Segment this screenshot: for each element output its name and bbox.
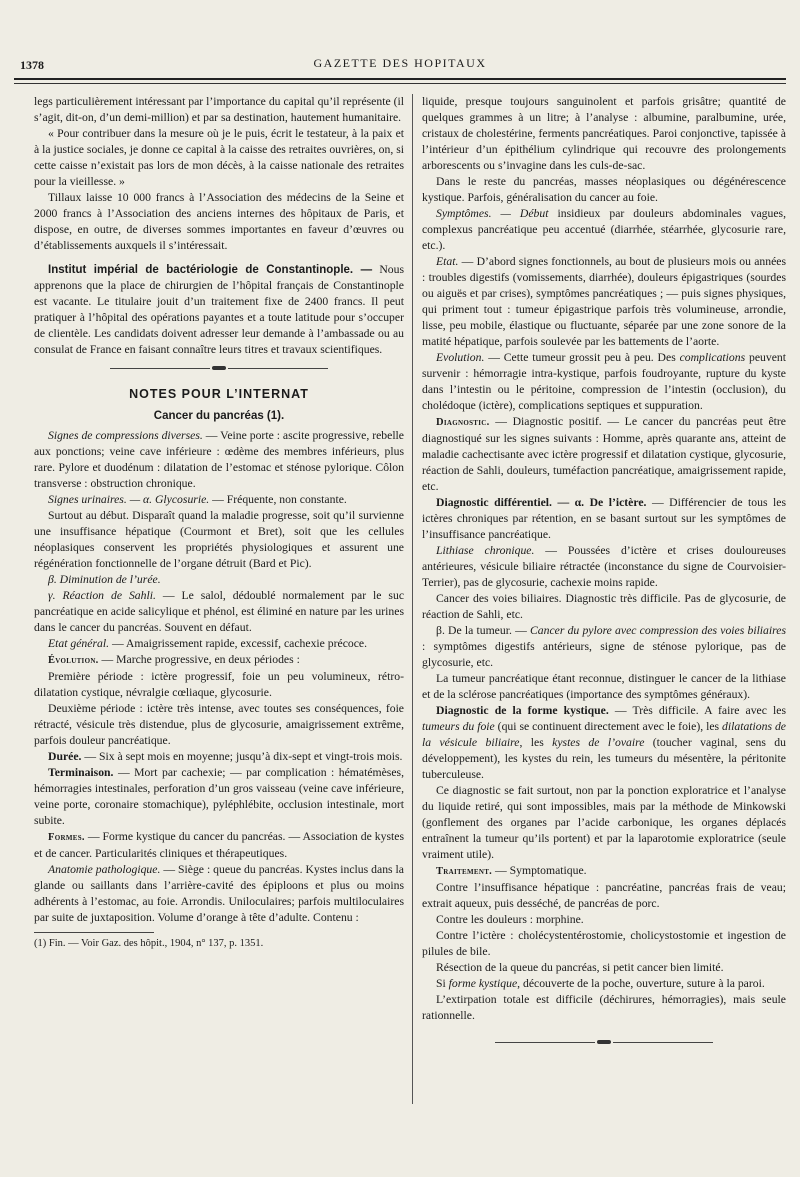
label: Signes urinaires. — α. Glycosurie. [48, 493, 210, 506]
paragraph [422, 350, 786, 414]
text: peuvent survenir : hémorragie intra-kystique, parfois foudroyante, rupture du kyste dans l’intestin ou le péritoine, compression de l’intestin (occlusion), du cholédoque (ictère), complications septiques et suppuration. [422, 351, 786, 412]
paragraph [34, 428, 404, 492]
text: — Amaigrissement rapide, excessif, cachexie précoce. [109, 637, 368, 650]
text: — Forme kystique du cancer du pancréas. — Association de kystes et de cancer. Particularités cliniques et thérapeutiques. [34, 830, 404, 860]
paragraph [422, 976, 786, 992]
journal-title: GAZETTE DES HOPITAUX [313, 56, 487, 70]
text: — Le salol, dédoublé normalement par le suc pancréatique en acide salicylique et phénol, est éliminé en nature par les urines dans le cancer du pancréas. Souvent en défaut. [34, 589, 405, 634]
ornament-divider [422, 1034, 786, 1050]
label: β. De la tumeur. [436, 624, 512, 637]
text: (toucher vaginal, sens du développement), les kystes du rein, les tumeurs du mésentère, la péritonite tuberculeuse. [422, 736, 786, 781]
label: Signes de compressions diverses. [48, 429, 203, 442]
paragraph: « Pour contribuer dans la mesure où je le puis, écrit le testateur, à la paix et à la justice sociales, je donne ce capital à la caisse des retraites ouvrières, on, si cette caisse n’existait pas lors de mon décès, à la caisse nationale des retraites pour la vieillesse. » [34, 127, 404, 188]
text: kystes de l’ovaire [552, 736, 645, 749]
news-heading: Institut impérial de bactériologie de Constantinople. — [48, 264, 373, 276]
paragraph [34, 572, 404, 588]
text: — Veine porte : ascite progressive, rebelle aux ponctions; veine cave inférieure : œdème des membres inférieurs, plus rare. Pylore et duodénum : dilatation de l’estomac et sténose pylorique. Côlon transverse : obstruction chronique. [34, 429, 404, 490]
text: — D’abord signes fonctionnels, au bout de plusieurs mois ou années : troubles digestifs (vomissements, diarrhée), douleurs épigastriques (sourdes ou aiguës et par crises), symptômes pancréatiques ; — puis signes physiques, qui priment tout : tumeur épigastrique parfois très volumineuse, arrondie, lisse, peu mobile, élastique ou fluctuante, séparée par une zone sonore de la matité hépatique, parfois soulevée par les battements de l’aorte. [422, 255, 786, 348]
paragraph [422, 495, 786, 543]
paragraph: Ce diagnostic se fait surtout, non par la ponction exploratrice et l’analyse du liquide retiré, qui sont impossibles, mais par la méthode de Minkowski (gonflement des organes par l’acide carbonique, les organes déplacés entraînent la tumeur qu’ils portent) et par la laparotomie exploratrice (seule vraiment utile). [422, 784, 786, 861]
news-body: Nous apprenons que la place de chirurgien de l’hôpital français de Constantinople est vacante. Le titulaire jouit d’un traitement fixe de 2400 francs. Il peut pratiquer à l’hôpital des opérations payantes et a toute latitude pour s’occuper de clientèle. Les candidats doivent adresser leur demande à l’ambassade ou au consulat de France en faisant connaître leurs titres et travaux scientifiques. [34, 263, 404, 356]
label: Traitement. [436, 866, 493, 877]
text: , découverte de la poche, ouverture, suture à la paroi. [517, 977, 765, 990]
text: — [511, 624, 530, 637]
label: Evolution. [436, 351, 485, 364]
paragraph: L’extirpation totale est difficile (déchirures, hémorragies), mais seule rationnelle. [422, 993, 786, 1022]
article-title: Cancer du pancréas (1). [153, 410, 285, 422]
label: Etat. [436, 255, 459, 268]
text: , les [519, 736, 553, 749]
header-rule-thick [14, 78, 786, 80]
text: — Très difficile. A faire avec les [608, 704, 786, 717]
footnote: (1) Fin. — Voir Gaz. des hôpit., 1904, n° 137, p. 1351. [34, 938, 264, 949]
paragraph: La tumeur pancréatique étant reconnue, distinguer le cancer de la lithiase et de la sclérose pancréatiques (importance des symptômes généraux). [422, 672, 786, 701]
label: Terminaison. [48, 766, 114, 779]
paragraph: Première période : ictère progressif, foie un peu volumineux, rétro-dilatation cystique, névralgie cœliaque, glycosurie. [34, 670, 404, 699]
text: tumeurs du foie [422, 720, 495, 733]
paragraph [34, 652, 404, 669]
paragraph: Contre l’insuffisance hépatique : pancréatine, pancréas frais de veau; extrait aqueux, puis desséché, de pancréas de porc. [422, 881, 786, 910]
news-item [34, 262, 404, 358]
paragraph [422, 863, 786, 880]
label: Évolution. [48, 655, 99, 666]
label: Diagnostic différentiel. — α. De l’ictère. [436, 496, 647, 509]
paragraph [422, 414, 786, 495]
paragraph [34, 765, 404, 829]
label: Diagnostic. [436, 417, 490, 428]
text: — Siège : queue du pancréas. Kystes inclus dans la glande ou saillants dans l’arrière-cavité des épiploons et plus ou moins adhérents à l’estomac, au foie. Arrondis. Uniloculaires; parfois multiloculaires par suite de juxtaposition. Volume d’orange à tête d’adulte. Contenu : [34, 863, 404, 924]
text: — Diagnostic positif. — Le cancer du pancréas peut être diagnostiqué sur les signes suivants : Homme, après quarante ans, atteint de maladie cachectisante avec ictère progressif et dilatation cystique, glycosurie, réaction de Sahli, douleurs, tuméfaction pancréatique, amaigrissement rapide, etc. [422, 415, 786, 493]
label: Lithiase chronique. [436, 544, 535, 557]
section-title: NOTES POUR L’INTERNAT [129, 387, 309, 401]
label: Etat général. [48, 637, 110, 650]
text: — Différencier de tous les ictères chroniques par rétention, en se basant surtout sur les symptômes de l’insuffisance pancréatique. [422, 496, 786, 541]
paragraph: Cancer des voies biliaires. Diagnostic très difficile. Pas de glycosurie, de réaction de Sahli, etc. [422, 592, 786, 621]
paragraph [34, 829, 404, 862]
text: (qui se continuent directement avec le foie), les [494, 720, 723, 733]
text: — Fréquente, non constante. [209, 493, 347, 506]
text: : symptômes digestifs antérieurs, signe de sténose pylorique, pas de glycosurie, etc. [422, 640, 786, 669]
footnote-rule [34, 932, 154, 933]
column-divider [412, 94, 413, 1104]
paragraph: Dans le reste du pancréas, masses néoplasiques ou dégénérescence kystique. Parfois, généralisation du cancer au foie. [422, 175, 786, 204]
page-number: 1378 [20, 58, 44, 72]
paragraph: Contre l’ictère : cholécystentérostomie, cholicystostomie et ingestion de pilules de bile. [422, 929, 786, 958]
paragraph: legs particulièrement intéressant par l’importance du capital qu’il représente (il s’agit, dit-on, d’un demi-million) et par sa destination, hautement humanitaire. [34, 95, 404, 124]
label: Durée. [48, 750, 82, 763]
label: γ. Réaction de Sahli. [48, 589, 156, 602]
label: complications [679, 351, 746, 364]
paragraph: Surtout au début. Disparaît quand la maladie progresse, soit qu’il survienne une insuffisance hépatique (Courmont et Bret), soit que les cellules néoplasiques conservent les propriétés physiologiques et assurent une régénération fonctionnelle de l’organe détruit (Bard et Pic). [34, 509, 404, 570]
paragraph [422, 623, 786, 671]
paragraph [34, 588, 404, 636]
paragraph [34, 749, 404, 765]
text: — Cette tumeur grossit peu à peu. Des [484, 351, 680, 364]
label: Symptômes. — Début [436, 207, 549, 220]
text: — Poussées d’ictère et crises douloureuses antérieures, vésicule biliaire rétractée (inconstance du signe de Courvoisier-Terrier), pas de glycosurie, cachexie moins rapide. [422, 544, 786, 589]
text: — Marche progressive, en deux périodes : [98, 653, 300, 666]
label: Anatomie pathologique. [48, 863, 161, 876]
text: Si [436, 977, 449, 990]
paragraph: Tillaux laisse 10 000 francs à l’Association des médecins de la Seine et 2000 francs à l’Association des anciens internes des hôpitaux de Paris, et dispose, en outre, de diverses sommes importantes en faveur d’œuvres ou d’établissements auxquels il s’intéressait. [34, 191, 404, 252]
paragraph: Résection de la queue du pancréas, si petit cancer bien limité. [436, 961, 724, 974]
text: insidieux par douleurs abdominales vagues, complexus pancréatique peu accentué (diarrhée, stéarrhée, glycosurie rare, etc.). [422, 207, 786, 252]
paragraph [34, 862, 404, 926]
left-column [34, 94, 404, 951]
text: Cancer du pylore avec compression des voies biliaires [529, 624, 787, 637]
paragraph [34, 492, 404, 508]
paragraph [422, 543, 786, 591]
paragraph: liquide, presque toujours sanguinolent et parfois grisâtre; quantité de quelques grammes à un litre; à l’analyse : albumine, paralbumine, urée, cristaux de cholestérine, ferments pancréatiques. Paroi conjonctive, tapissée à l’intérieur d’un épithélium cylindrique qui recouvre des prolongements arborescents ou s’invagine dans les culs-de-sac. [422, 95, 786, 172]
right-column [422, 94, 786, 1058]
label: Formes. [48, 832, 85, 843]
ornament-divider [34, 360, 404, 376]
header-rule-thin [14, 83, 786, 84]
paragraph [422, 703, 786, 783]
label: β. Diminution de l’urée. [48, 573, 161, 586]
text: dilatations de la vésicule biliaire [422, 720, 786, 749]
paragraph: Contre les douleurs : morphine. [436, 913, 584, 926]
text: forme kystique [448, 977, 518, 990]
paragraph [422, 206, 786, 254]
text: — Mort par cachexie; — par complication : hématémèses, hémorragies intestinales, perforation d’un gros vaisseau (veine cave inférieure, veine porte, coronaire stomachique), pyléphlébite, occlusion intestinale, mort subite. [34, 766, 404, 827]
paragraph [422, 254, 786, 350]
paragraph: Deuxième période : ictère très intense, avec toutes ses conséquences, foie rétracté, vésicule très distendue, plus de glycosurie, amaigrissement extrême, parfois douleur pancréatique. [34, 702, 404, 747]
label: Diagnostic de la forme kystique. [436, 704, 609, 717]
text: — Six à sept mois en moyenne; jusqu’à dix-sept et vingt-trois mois. [81, 750, 403, 763]
text: — Symptomatique. [492, 864, 587, 877]
paragraph [34, 636, 404, 652]
